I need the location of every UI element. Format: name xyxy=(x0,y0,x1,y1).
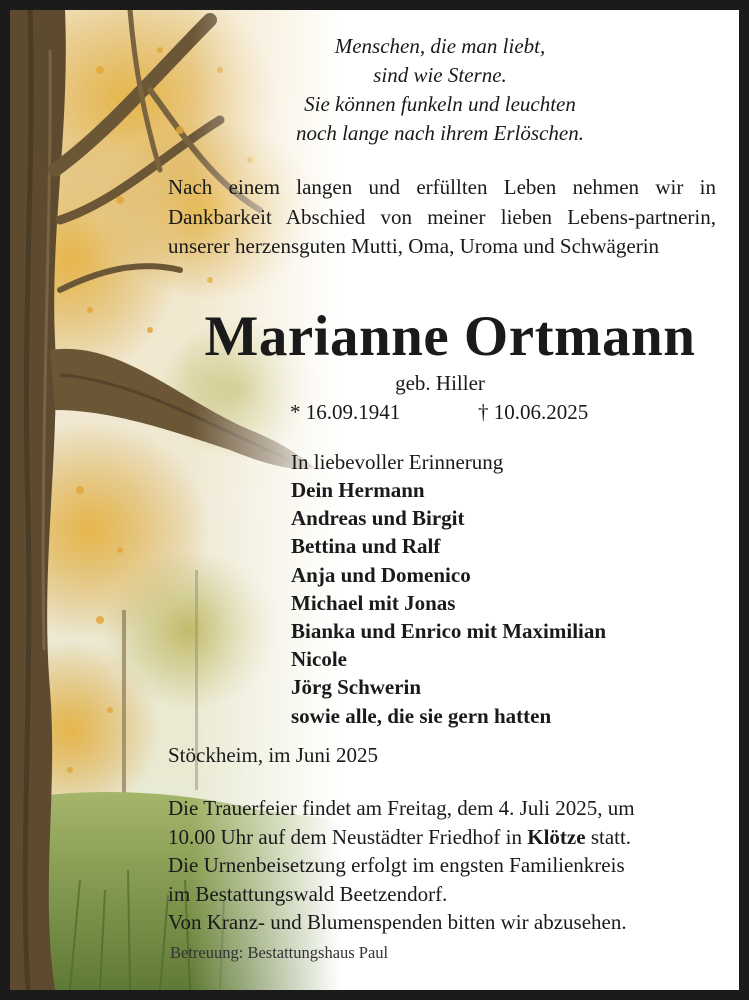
family-member: Anja und Domenico xyxy=(291,562,471,587)
birth-date: * 16.09.1941 xyxy=(290,400,401,424)
family-member: Bettina und Ralf xyxy=(291,534,441,559)
family-member: Bianka und Enrico mit Maximilian xyxy=(291,619,607,644)
deceased-name: Marianne Ortmann xyxy=(204,305,696,368)
undertaker-credit: Betreuung: Bestattungshaus Paul xyxy=(170,943,389,962)
details-text: 10.00 Uhr auf dem Neustädter Friedhof in xyxy=(168,824,528,849)
maiden-name: geb. Hiller xyxy=(395,371,485,395)
family-member: Jörg Schwerin xyxy=(291,675,422,700)
place-date: Stöckheim, im Juni 2025 xyxy=(168,743,378,767)
intro-text: Nach einem langen und erfüllten Leben nehmen wir in Dankbarkeit Abschied von meiner lieben Lebens-partnerin, unserer herzensguten Mutti, Oma, Uroma und Schwägerin xyxy=(168,175,716,258)
poem-line: noch lange nach ihrem Erlöschen. xyxy=(296,121,584,145)
family-member: Michael mit Jonas xyxy=(291,590,456,615)
family-member: Nicole xyxy=(291,647,347,672)
details-line: Die Trauerfeier findet am Freitag, dem 4. Juli 2025, um xyxy=(168,796,635,820)
details-line: Von Kranz- und Blumenspenden bitten wir abzusehen. xyxy=(168,910,627,934)
poem xyxy=(210,32,670,148)
family-member: Dein Hermann xyxy=(291,478,425,502)
death-date: † 10.06.2025 xyxy=(478,400,589,424)
poem-line: Menschen, die man liebt, xyxy=(334,34,546,58)
funeral-details xyxy=(168,794,716,937)
family-member: Andreas und Birgit xyxy=(291,506,465,531)
poem-line: sind wie Sterne. xyxy=(373,63,507,87)
family-lead: In liebevoller Erinnerung xyxy=(291,450,504,474)
family-list xyxy=(291,448,711,730)
poem-line: Sie können funkeln und leuchten xyxy=(304,92,576,116)
details-line xyxy=(168,823,716,852)
cemetery-town: Klötze xyxy=(527,824,586,849)
details-text: statt. xyxy=(585,824,632,849)
family-member: sowie alle, die sie gern hatten xyxy=(291,703,552,728)
details-line: im Bestattungswald Beetzendorf. xyxy=(168,881,448,906)
obituary-content xyxy=(10,10,739,990)
details-line: Die Urnenbeisetzung erfolgt im engsten Familienkreis xyxy=(168,853,625,877)
